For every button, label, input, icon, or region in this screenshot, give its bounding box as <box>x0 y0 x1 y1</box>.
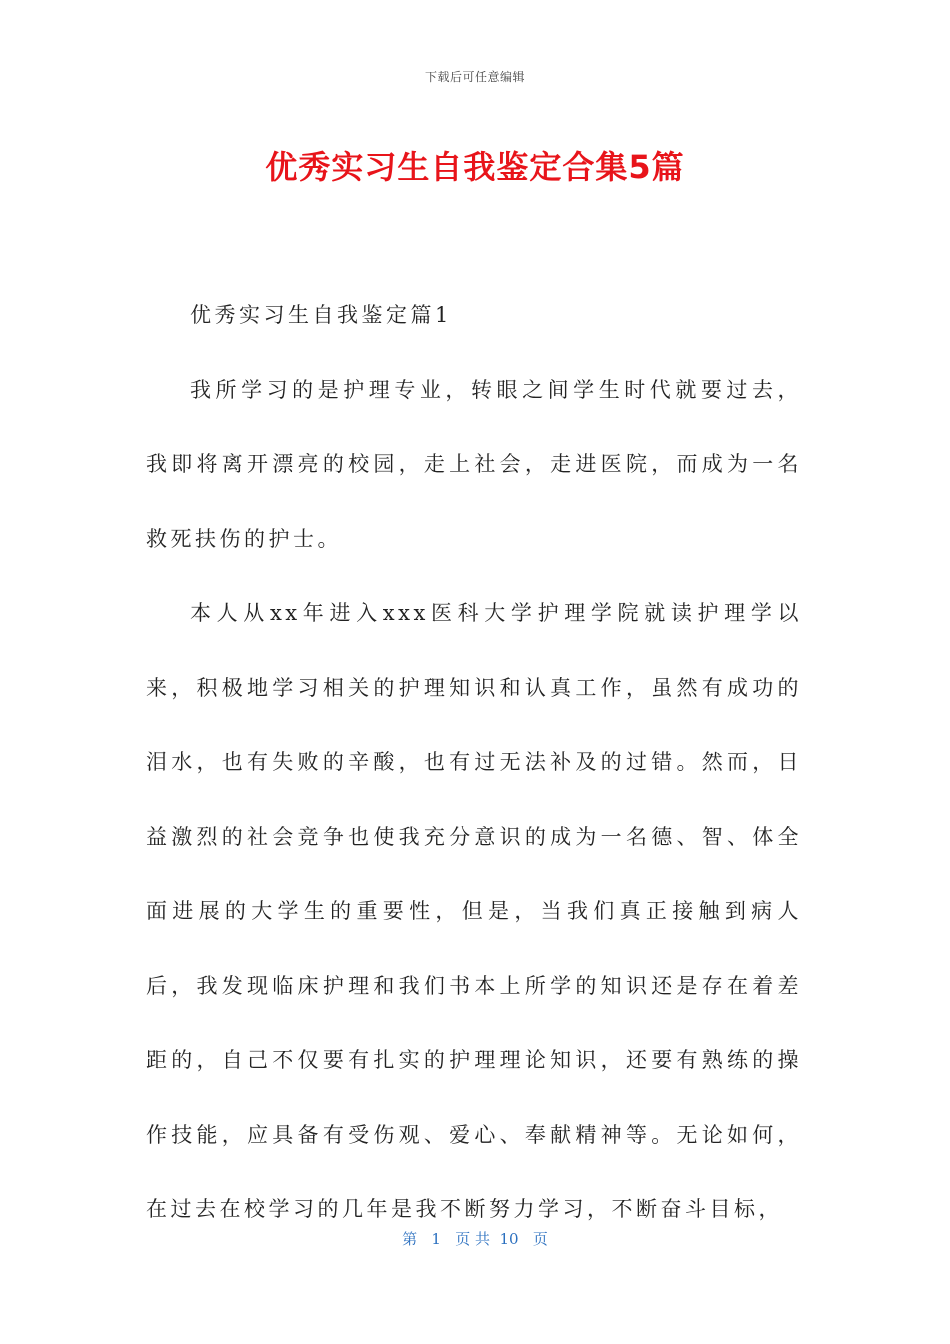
paragraph: 我所学习的是护理专业，转眼之间学生时代就要过去，我即将离开漂亮的校园，走上社会，走进医院，而成为一名救死扶伤的护士。 <box>146 377 802 551</box>
paragraph: 本人从xx年进入xxx医科大学护理学院就读护理学以来，积极地学习相关的护理知识和认真工作，虽然有成功的泪水，也有失败的辛酸，也有过无法补及的过错。然而，日益激烈的社会竞争也使我充分意识的成为一名德、智、体全面进展的大学生的重要性，但是，当我们真正接触到病人后，我发现临床护理和我们书本上所学的知识还是存在着差距的，自己不仅要有扎实的护理理论知识，还要有熟练的操作技能，应具备有受伤观、爱心、奉献精神等。无论如何，在过去在校学习的几年是我不断努力学习，不断奋斗目标， <box>146 601 802 1221</box>
document-body <box>146 278 802 1247</box>
section-heading: 优秀实习生自我鉴定篇1 <box>190 303 452 327</box>
page-title: 优秀实习生自我鉴定合集5篇 <box>265 148 685 186</box>
header-note: 下载后可任意编辑 <box>424 70 525 84</box>
page-number-footer: 第 1 页 共 10 页 <box>402 1230 548 1248</box>
